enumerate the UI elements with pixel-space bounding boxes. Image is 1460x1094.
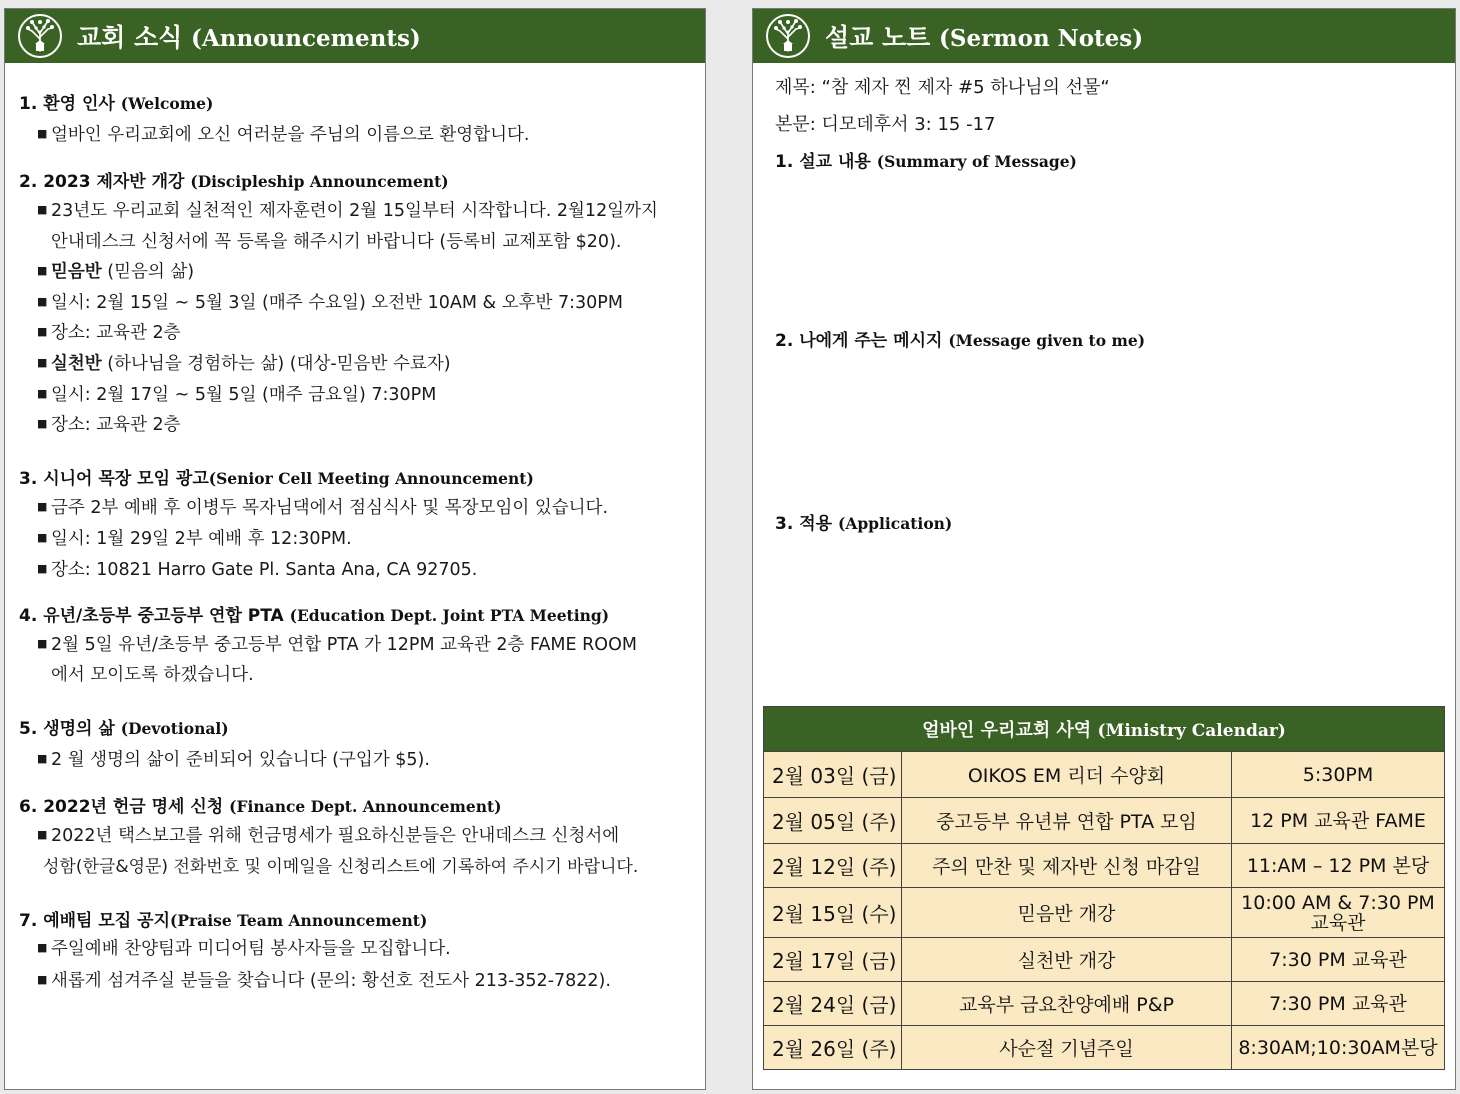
table-row: [764, 982, 1445, 1026]
section-praise-team-title: 7. 예배팀 모집 공지(Praise Team Announcement): [19, 911, 428, 931]
sermon-notes-panel: [752, 8, 1456, 1090]
sermon-notes-header: [753, 9, 1455, 63]
section-senior-cell-title: 3. 시니어 목장 모임 광고(Senior Cell Meeting Announcement): [19, 469, 534, 489]
list-item: ■ 새롭게 섬겨주실 분들을 찾습니다 (문의: 황선호 전도사 213-352-7822).: [37, 971, 611, 991]
announcements-title: 교회 소식 (Announcements): [77, 23, 421, 52]
calendar-date: 2월 12일 (주): [764, 844, 902, 888]
calendar-event: 실천반 개강: [902, 938, 1232, 982]
calendar-time: 10:00 AM & 7:30 PM 교육관: [1232, 888, 1445, 938]
ministry-calendar-title: 얼바인 우리교회 사역 (Ministry Calendar): [764, 707, 1445, 752]
list-item: ■ 장소: 교육관 2층: [37, 323, 181, 343]
calendar-event: 사순절 기념주일: [902, 1026, 1232, 1070]
list-item: ■ 일시: 2월 15일 ~ 5월 3일 (매주 수요일) 오전반 10AM & 오후반 7:30PM: [37, 293, 623, 313]
list-item: ■ 2월 5일 유년/초등부 중고등부 연합 PTA 가 12PM 교육관 2층 FAME ROOM: [37, 635, 637, 655]
list-item: ■ 2 월 생명의 삶이 준비되어 있습니다 (구입가 $5).: [37, 750, 430, 770]
church-tree-logo-icon: [765, 13, 811, 59]
list-item: ■ 금주 2부 예배 후 이병두 목자님댁에서 점심식사 및 목장모임이 있습니다.: [37, 498, 609, 518]
list-item: ■ 일시: 2월 17일 ~ 5월 5일 (매주 금요일) 7:30PM: [37, 385, 437, 405]
calendar-time: 12 PM 교육관 FAME: [1232, 798, 1445, 844]
sermon-application-heading: 3. 적용 (Application): [775, 514, 953, 534]
list-item: ■ 얼바인 우리교회에 오신 여러분을 주님의 이름으로 환영합니다.: [37, 125, 530, 145]
calendar-date: 2월 17일 (금): [764, 938, 902, 982]
list-item: ■ 23년도 우리교회 실천적인 제자훈련이 2월 15일부터 시작합니다. 2월12일까지: [37, 201, 658, 221]
calendar-date: 2월 26일 (주): [764, 1026, 902, 1070]
list-item: ■ 2022년 택스보고를 위해 헌금명세가 필요하신분들은 안내데스크 신청서에: [37, 826, 620, 846]
announcements-header: [5, 9, 705, 63]
section-welcome-title: 1. 환영 인사 (Welcome): [19, 94, 214, 114]
calendar-time: 5:30PM: [1232, 752, 1445, 798]
calendar-event: 믿음반 개강: [902, 888, 1232, 938]
list-item: ■ 실천반 (하나님을 경험하는 삶) (대상-믿음반 수료자): [37, 354, 451, 374]
calendar-date: 2월 15일 (수): [764, 888, 902, 938]
table-row: [764, 888, 1445, 938]
list-item-continuation: 성함(한글&영문) 전화번호 및 이메일을 신청리스트에 기록하여 주시기 바랍니다.: [43, 857, 639, 877]
calendar-event: 교육부 금요찬양예배 P&P: [902, 982, 1232, 1026]
calendar-date: 2월 24일 (금): [764, 982, 902, 1026]
list-item: ■ 일시: 1월 29일 2부 예배 후 12:30PM.: [37, 529, 352, 549]
table-row: [764, 1026, 1445, 1070]
list-item-continuation: 안내데스크 신청서에 꼭 등록을 해주시기 바랍니다 (등록비 교제포함 $20).: [51, 232, 622, 252]
section-finance-title: 6. 2022년 헌금 명세 신청 (Finance Dept. Announcement): [19, 797, 502, 817]
sermon-title-line: 제목: “참 제자 찐 제자 #5 하나님의 선물“: [775, 77, 1110, 98]
section-discipleship-title: 2. 2023 제자반 개강 (Discipleship Announcement): [19, 172, 449, 192]
table-row: [764, 844, 1445, 888]
church-tree-logo-icon: [17, 13, 63, 59]
list-item: ■ 믿음반 (믿음의 삶): [37, 262, 195, 282]
section-devotional-title: 5. 생명의 삶 (Devotional): [19, 719, 229, 739]
list-item-continuation: 에서 모이도록 하겠습니다.: [51, 665, 254, 685]
table-row: [764, 938, 1445, 982]
list-item: ■ 주일예배 찬양팀과 미디어팀 봉사자들을 모집합니다.: [37, 939, 451, 959]
sermon-summary-heading: 1. 설교 내용 (Summary of Message): [775, 152, 1077, 172]
announcements-panel: [4, 8, 706, 1090]
calendar-time: 8:30AM;10:30AM본당: [1232, 1026, 1445, 1070]
calendar-time: 7:30 PM 교육관: [1232, 982, 1445, 1026]
sermon-message-heading: 2. 나에게 주는 메시지 (Message given to me): [775, 331, 1146, 351]
calendar-event: 중고등부 유년뷰 연합 PTA 모임: [902, 798, 1232, 844]
section-pta-title: 4. 유년/초등부 중고등부 연합 PTA (Education Dept. Joint PTA Meeting): [19, 606, 610, 626]
calendar-event: 주의 만찬 및 제자반 신청 마감일: [902, 844, 1232, 888]
calendar-time: 7:30 PM 교육관: [1232, 938, 1445, 982]
calendar-event: OIKOS EM 리더 수양회: [902, 752, 1232, 798]
list-item: ■ 장소: 10821 Harro Gate Pl. Santa Ana, CA 92705.: [37, 560, 478, 580]
table-row: [764, 798, 1445, 844]
table-row: [764, 752, 1445, 798]
ministry-calendar-table: [763, 706, 1445, 1070]
sermon-text-line: 본문: 디모데후서 3: 15 -17: [775, 114, 996, 135]
calendar-time: 11:AM – 12 PM 본당: [1232, 844, 1445, 888]
calendar-date: 2월 03일 (금): [764, 752, 902, 798]
sermon-notes-title: 설교 노트 (Sermon Notes): [825, 23, 1144, 52]
calendar-date: 2월 05일 (주): [764, 798, 902, 844]
list-item: ■ 장소: 교육관 2층: [37, 415, 181, 435]
